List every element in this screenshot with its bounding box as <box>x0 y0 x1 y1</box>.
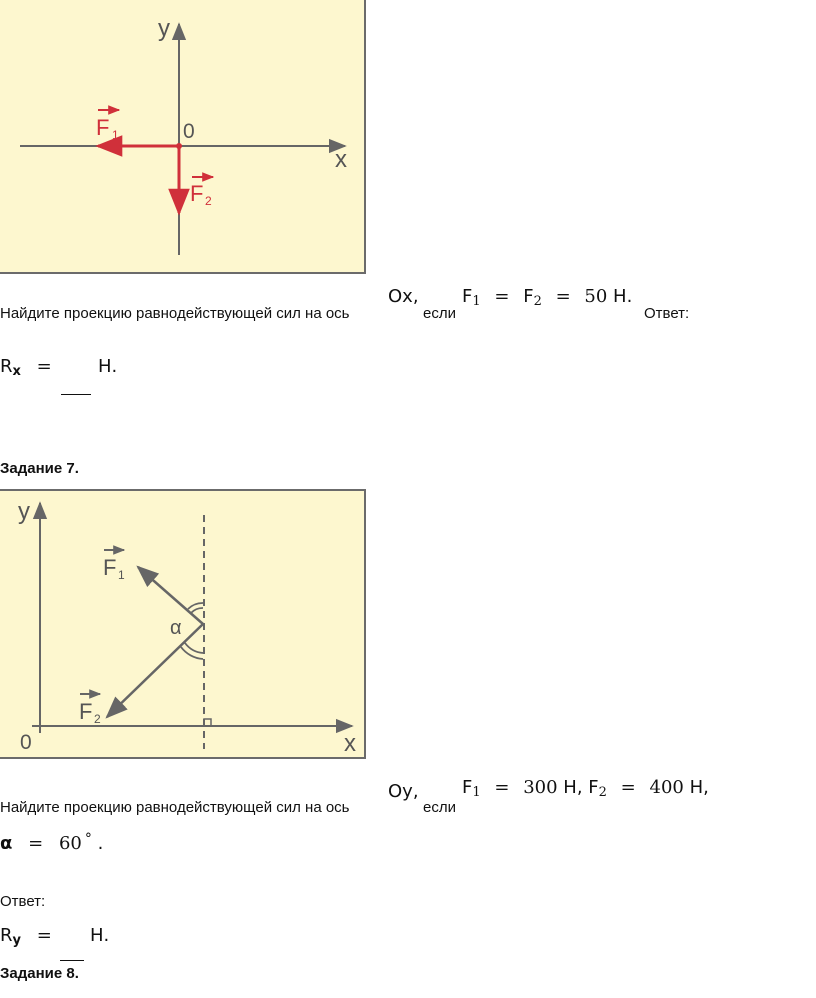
task7-answer-label: Ответ: <box>0 893 46 910</box>
task6-question: Найдите проекцию равнодействующей сил на ось <box>0 305 350 322</box>
task6-answer-label: Ответ: <box>644 305 690 322</box>
task7-f2: F <box>588 777 599 798</box>
task6-axis-name: Ox, <box>388 286 419 307</box>
origin-label: 0 <box>20 731 32 754</box>
task7-f1: F <box>462 777 473 798</box>
f1-subscript: 1 <box>118 568 125 582</box>
task7-heading: Задание 7. <box>0 460 79 477</box>
task6-result-symbol: R <box>0 356 13 377</box>
force-f2-arrow <box>107 624 203 717</box>
f2-label: F <box>79 699 93 724</box>
task6-eq2: = <box>555 286 571 307</box>
task6-f2: F <box>523 286 534 307</box>
task6-condition <box>462 286 632 309</box>
task7-alpha-eq: = <box>28 833 44 854</box>
task6-value: 50 <box>584 286 608 307</box>
task7-answer-blank[interactable] <box>60 946 84 961</box>
task7-f1-eq: = <box>494 777 510 798</box>
f2-subscript: 2 <box>94 712 101 726</box>
task6-f1: F <box>462 286 473 307</box>
f2-subscript: 2 <box>205 194 212 208</box>
task6-eq1: = <box>494 286 510 307</box>
task6-result-eq: = <box>36 356 52 377</box>
task7-f2-unit: Н, <box>689 777 709 798</box>
f1-label: F <box>96 115 110 140</box>
task7-f1-value: 300 <box>523 777 558 798</box>
task7-result-eq: = <box>36 925 52 946</box>
task7-alpha-unit: ° <box>84 831 92 847</box>
task7-result-symbol: R <box>0 925 13 946</box>
angle-label: α <box>170 617 182 639</box>
task6-answer-blank[interactable] <box>61 378 91 395</box>
x-axis-label: x <box>344 730 356 757</box>
task7-f1-sub: 1 <box>472 785 481 800</box>
task6-result-unit: Н. <box>98 356 118 377</box>
angle-arc-lower-2 <box>185 643 203 653</box>
angle-arc-upper-2 <box>191 608 203 613</box>
task7-f2-sub: 2 <box>598 785 607 800</box>
figure-forces-oy-svg <box>0 491 368 761</box>
task7-alpha-end: . <box>97 833 104 854</box>
task7-alpha: α <box>0 833 13 854</box>
task6-f2-sub: 2 <box>533 294 542 309</box>
figure-forces-oy <box>0 489 366 759</box>
task6-f1-sub: 1 <box>472 294 481 309</box>
f2-label: F <box>190 181 204 206</box>
task7-f2-eq: = <box>620 777 636 798</box>
task6-result <box>0 356 64 379</box>
task7-alpha-value: 60 <box>58 833 82 854</box>
f1-subscript: 1 <box>112 128 119 142</box>
task7-alpha-condition <box>0 831 103 854</box>
y-axis-label: y <box>18 498 30 525</box>
task7-f2-value: 400 <box>649 777 684 798</box>
right-angle-mark <box>204 719 211 726</box>
task7-result-sub: y <box>12 933 21 948</box>
task7-question: Найдите проекцию равнодействующей сил на ось <box>0 799 350 816</box>
task7-f1-unit: Н, <box>563 777 583 798</box>
f1-label: F <box>103 555 117 580</box>
x-axis-label: x <box>335 146 347 173</box>
task7-result-unit: Н. <box>90 925 110 946</box>
figure-forces-ox-svg <box>0 0 368 276</box>
task8-heading: Задание 8. <box>0 965 79 982</box>
figure-forces-ox <box>0 0 366 274</box>
task6-unit: Н. <box>613 286 633 307</box>
task7-axis-name: Oy, <box>388 781 419 802</box>
task7-result <box>0 925 62 948</box>
task7-if-word: если <box>423 799 456 816</box>
y-axis-label: y <box>158 15 170 42</box>
origin-label: 0 <box>183 120 195 143</box>
task7-condition <box>462 777 709 800</box>
origin-point <box>176 143 182 149</box>
force-f1-arrow <box>138 567 203 624</box>
task6-result-sub: x <box>12 364 21 379</box>
task6-if-word: если <box>423 305 456 322</box>
